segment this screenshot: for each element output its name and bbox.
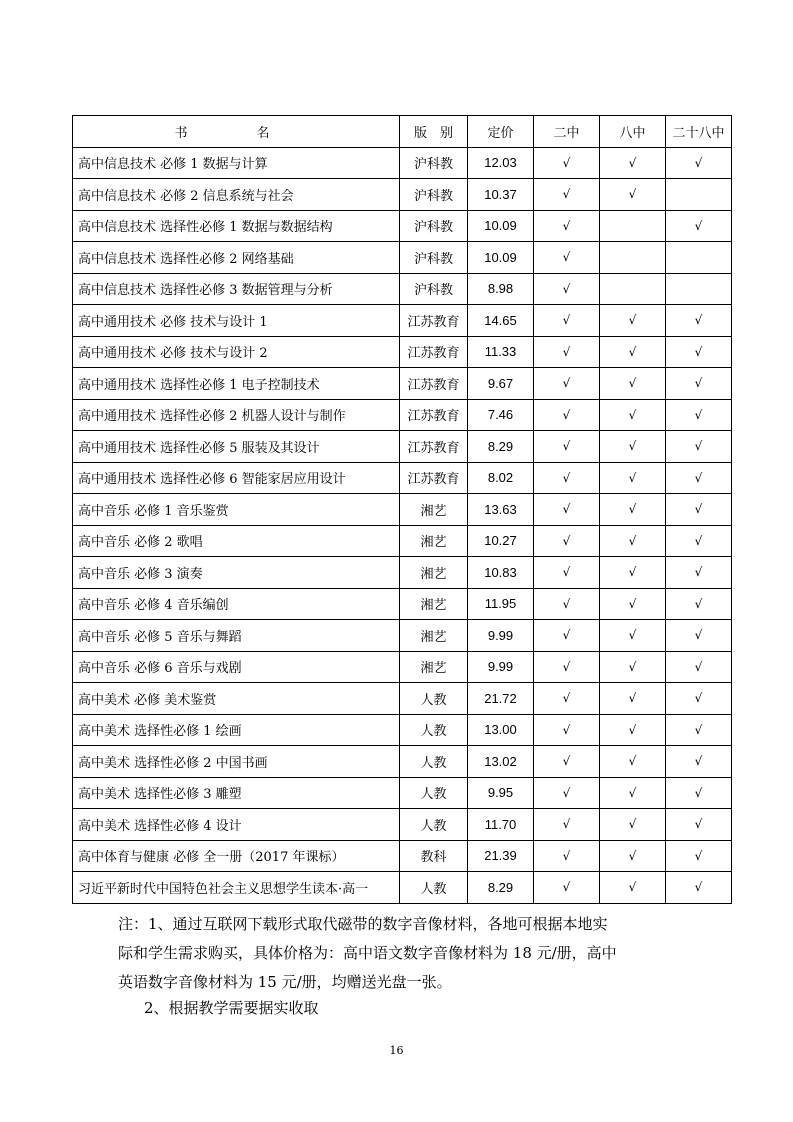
- price-cell: 11.95: [468, 588, 534, 620]
- school-1-check-cell: √: [534, 872, 600, 904]
- book-title-cell: 高中美术 选择性必修 4 设计: [73, 809, 400, 841]
- table-row: [73, 462, 732, 494]
- price-cell: 10.27: [468, 525, 534, 557]
- school-2-check-cell: √: [600, 588, 666, 620]
- book-title-cell: 高中通用技术 必修 技术与设计 2: [73, 336, 400, 368]
- edition-cell: 江苏教育: [400, 431, 468, 463]
- table-row: [73, 368, 732, 400]
- edition-cell: 江苏教育: [400, 336, 468, 368]
- table-row: [73, 777, 732, 809]
- price-cell: 10.37: [468, 179, 534, 211]
- header-edition: 版 别: [400, 116, 468, 148]
- price-cell: 9.67: [468, 368, 534, 400]
- school-3-check-cell: √: [666, 620, 732, 652]
- edition-cell: 沪科教: [400, 210, 468, 242]
- book-title-cell: 高中通用技术 选择性必修 2 机器人设计与制作: [73, 399, 400, 431]
- edition-cell: 湘艺: [400, 651, 468, 683]
- school-1-check-cell: √: [534, 462, 600, 494]
- school-3-check-cell: √: [666, 746, 732, 778]
- textbook-table: [72, 115, 732, 904]
- edition-cell: 湘艺: [400, 588, 468, 620]
- book-title-cell: 高中信息技术 选择性必修 3 数据管理与分析: [73, 273, 400, 305]
- edition-cell: 江苏教育: [400, 368, 468, 400]
- school-1-check-cell: √: [534, 809, 600, 841]
- school-1-check-cell: √: [534, 557, 600, 589]
- school-2-check-cell: √: [600, 651, 666, 683]
- price-cell: 13.02: [468, 746, 534, 778]
- school-1-check-cell: √: [534, 525, 600, 557]
- edition-cell: 湘艺: [400, 620, 468, 652]
- price-cell: 11.33: [468, 336, 534, 368]
- price-cell: 9.99: [468, 620, 534, 652]
- school-1-check-cell: √: [534, 746, 600, 778]
- table-row: [73, 242, 732, 274]
- price-cell: 8.98: [468, 273, 534, 305]
- school-2-check-cell: √: [600, 557, 666, 589]
- school-2-check-cell: √: [600, 147, 666, 179]
- price-cell: 8.29: [468, 872, 534, 904]
- school-1-check-cell: √: [534, 305, 600, 337]
- school-3-check-cell: √: [666, 431, 732, 463]
- school-3-check-cell: √: [666, 588, 732, 620]
- edition-cell: 湘艺: [400, 525, 468, 557]
- book-title-cell: 高中通用技术 选择性必修 6 智能家居应用设计: [73, 462, 400, 494]
- school-3-check-cell: [666, 273, 732, 305]
- price-cell: 10.09: [468, 210, 534, 242]
- price-cell: 10.83: [468, 557, 534, 589]
- school-2-check-cell: √: [600, 431, 666, 463]
- school-1-check-cell: √: [534, 651, 600, 683]
- school-1-check-cell: √: [534, 336, 600, 368]
- school-2-check-cell: √: [600, 336, 666, 368]
- edition-cell: 沪科教: [400, 242, 468, 274]
- table-row: [73, 809, 732, 841]
- book-title-cell: 高中信息技术 选择性必修 1 数据与数据结构: [73, 210, 400, 242]
- edition-cell: 江苏教育: [400, 399, 468, 431]
- note-line-2: 际和学生需求购买，具体价格为：高中语文数字音像材料为 18 元/册，高中: [118, 944, 617, 962]
- notes: [118, 910, 738, 997]
- school-3-check-cell: √: [666, 305, 732, 337]
- school-3-check-cell: √: [666, 525, 732, 557]
- price-cell: 8.29: [468, 431, 534, 463]
- school-3-check-cell: √: [666, 714, 732, 746]
- school-1-check-cell: √: [534, 273, 600, 305]
- table-row: [73, 273, 732, 305]
- edition-cell: 教科: [400, 840, 468, 872]
- table-row: [73, 872, 732, 904]
- school-2-check-cell: √: [600, 620, 666, 652]
- school-3-check-cell: √: [666, 651, 732, 683]
- edition-cell: 人教: [400, 714, 468, 746]
- book-title-cell: 高中信息技术 必修 2 信息系统与社会: [73, 179, 400, 211]
- price-cell: 10.09: [468, 242, 534, 274]
- header-school-2: 八中: [600, 116, 666, 148]
- price-cell: 13.00: [468, 714, 534, 746]
- table-row: [73, 683, 732, 715]
- school-3-check-cell: √: [666, 557, 732, 589]
- school-2-check-cell: √: [600, 494, 666, 526]
- school-1-check-cell: √: [534, 179, 600, 211]
- book-title-cell: 高中信息技术 选择性必修 2 网络基础: [73, 242, 400, 274]
- book-title-cell: 高中音乐 必修 1 音乐鉴赏: [73, 494, 400, 526]
- school-3-check-cell: [666, 242, 732, 274]
- book-title-cell: 高中音乐 必修 2 歌唱: [73, 525, 400, 557]
- school-2-check-cell: √: [600, 840, 666, 872]
- school-3-check-cell: √: [666, 840, 732, 872]
- edition-cell: 人教: [400, 777, 468, 809]
- price-cell: 12.03: [468, 147, 534, 179]
- book-title-cell: 高中体育与健康 必修 全一册（2017 年课标）: [73, 840, 400, 872]
- school-3-check-cell: √: [666, 872, 732, 904]
- school-2-check-cell: √: [600, 179, 666, 211]
- book-title-cell: 高中信息技术 必修 1 数据与计算: [73, 147, 400, 179]
- school-1-check-cell: √: [534, 777, 600, 809]
- table-row: [73, 494, 732, 526]
- school-2-check-cell: [600, 210, 666, 242]
- school-3-check-cell: √: [666, 210, 732, 242]
- edition-cell: 江苏教育: [400, 305, 468, 337]
- page-number: 16: [389, 1044, 404, 1057]
- header-title: 书 名: [73, 116, 400, 148]
- table-row: [73, 746, 732, 778]
- school-3-check-cell: √: [666, 336, 732, 368]
- school-3-check-cell: √: [666, 494, 732, 526]
- school-3-check-cell: √: [666, 368, 732, 400]
- edition-cell: 沪科教: [400, 147, 468, 179]
- note-line-4: 2、根据教学需要据实收取: [144, 999, 319, 1017]
- edition-cell: 江苏教育: [400, 462, 468, 494]
- school-3-check-cell: √: [666, 809, 732, 841]
- edition-cell: 人教: [400, 809, 468, 841]
- school-2-check-cell: √: [600, 683, 666, 715]
- edition-cell: 湘艺: [400, 557, 468, 589]
- table-row: [73, 305, 732, 337]
- school-3-check-cell: √: [666, 147, 732, 179]
- book-title-cell: 高中美术 选择性必修 1 绘画: [73, 714, 400, 746]
- school-3-check-cell: [666, 179, 732, 211]
- price-cell: 11.70: [468, 809, 534, 841]
- book-title-cell: 高中美术 选择性必修 3 雕塑: [73, 777, 400, 809]
- book-title-cell: 高中音乐 必修 5 音乐与舞蹈: [73, 620, 400, 652]
- school-1-check-cell: √: [534, 840, 600, 872]
- school-1-check-cell: √: [534, 242, 600, 274]
- book-title-cell: 高中通用技术 选择性必修 5 服装及其设计: [73, 431, 400, 463]
- edition-cell: 沪科教: [400, 179, 468, 211]
- school-1-check-cell: √: [534, 431, 600, 463]
- book-title-cell: 高中音乐 必修 3 演奏: [73, 557, 400, 589]
- book-title-cell: 高中通用技术 选择性必修 1 电子控制技术: [73, 368, 400, 400]
- edition-cell: 人教: [400, 872, 468, 904]
- school-2-check-cell: √: [600, 368, 666, 400]
- school-3-check-cell: √: [666, 777, 732, 809]
- school-2-check-cell: √: [600, 305, 666, 337]
- school-2-check-cell: [600, 242, 666, 274]
- note-line-3: 英语数字音像材料为 15 元/册，均赠送光盘一张。: [118, 973, 452, 991]
- price-cell: 7.46: [468, 399, 534, 431]
- school-2-check-cell: √: [600, 525, 666, 557]
- table-row: [73, 147, 732, 179]
- book-title-cell: 习近平新时代中国特色社会主义思想学生读本·高一: [73, 872, 400, 904]
- book-title-cell: 高中通用技术 必修 技术与设计 1: [73, 305, 400, 337]
- book-title-cell: 高中美术 必修 美术鉴赏: [73, 683, 400, 715]
- price-cell: 9.99: [468, 651, 534, 683]
- school-2-check-cell: √: [600, 777, 666, 809]
- header-school-3: 二十八中: [666, 116, 732, 148]
- school-1-check-cell: √: [534, 683, 600, 715]
- school-3-check-cell: √: [666, 462, 732, 494]
- edition-cell: 人教: [400, 746, 468, 778]
- table-row: [73, 620, 732, 652]
- table-row: [73, 210, 732, 242]
- school-1-check-cell: √: [534, 620, 600, 652]
- table-row: [73, 588, 732, 620]
- school-3-check-cell: √: [666, 683, 732, 715]
- price-cell: 21.39: [468, 840, 534, 872]
- school-1-check-cell: √: [534, 714, 600, 746]
- table-row: [73, 179, 732, 211]
- school-2-check-cell: √: [600, 809, 666, 841]
- school-2-check-cell: √: [600, 399, 666, 431]
- header-school-1: 二中: [534, 116, 600, 148]
- table-body: [73, 147, 732, 903]
- table-row: [73, 399, 732, 431]
- table-header-row: [73, 116, 732, 148]
- table-row: [73, 431, 732, 463]
- table-row: [73, 651, 732, 683]
- book-title-cell: 高中美术 选择性必修 2 中国书画: [73, 746, 400, 778]
- school-2-check-cell: [600, 273, 666, 305]
- price-cell: 9.95: [468, 777, 534, 809]
- price-cell: 14.65: [468, 305, 534, 337]
- edition-cell: 人教: [400, 683, 468, 715]
- table-row: [73, 336, 732, 368]
- school-3-check-cell: √: [666, 399, 732, 431]
- school-1-check-cell: √: [534, 494, 600, 526]
- book-title-cell: 高中音乐 必修 6 音乐与戏剧: [73, 651, 400, 683]
- school-1-check-cell: √: [534, 147, 600, 179]
- book-title-cell: 高中音乐 必修 4 音乐编创: [73, 588, 400, 620]
- price-cell: 13.63: [468, 494, 534, 526]
- school-1-check-cell: √: [534, 368, 600, 400]
- school-1-check-cell: √: [534, 399, 600, 431]
- school-2-check-cell: √: [600, 746, 666, 778]
- school-1-check-cell: √: [534, 588, 600, 620]
- table-row: [73, 557, 732, 589]
- price-cell: 21.72: [468, 683, 534, 715]
- edition-cell: 湘艺: [400, 494, 468, 526]
- price-cell: 8.02: [468, 462, 534, 494]
- school-1-check-cell: √: [534, 210, 600, 242]
- table-row: [73, 714, 732, 746]
- header-price: 定价: [468, 116, 534, 148]
- edition-cell: 沪科教: [400, 273, 468, 305]
- school-2-check-cell: √: [600, 872, 666, 904]
- note-line-1: 注：1、通过互联网下载形式取代磁带的数字音像材料，各地可根据本地实: [118, 915, 608, 933]
- table-row: [73, 840, 732, 872]
- table-row: [73, 525, 732, 557]
- school-2-check-cell: √: [600, 462, 666, 494]
- school-2-check-cell: √: [600, 714, 666, 746]
